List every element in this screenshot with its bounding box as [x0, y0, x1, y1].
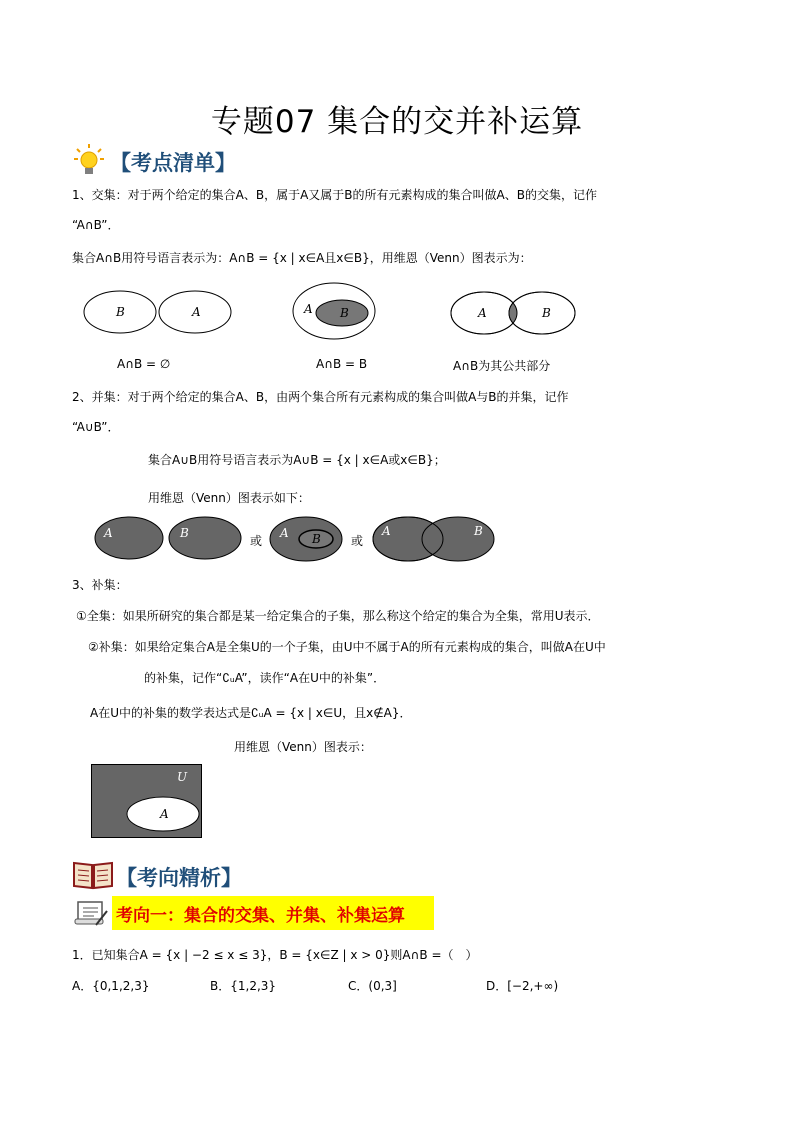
section-heading-analysis: 【考向精析】 — [116, 866, 242, 890]
venn-label-a: A — [478, 306, 487, 320]
venn-caption-common: A∩B为其公共部分 — [453, 359, 551, 373]
union-venn-overlap — [370, 515, 498, 563]
venn-label-b: B — [542, 306, 551, 320]
venn-label-a: A — [382, 524, 391, 538]
venn-label-a: A — [104, 526, 113, 540]
complement-venn-intro: 用维恩（Venn）图表示： — [234, 740, 372, 754]
option-c: C．(0,3] — [348, 979, 397, 993]
page-title: 专题07 集合的交并补运算 — [210, 104, 584, 140]
universal-set-def: ①全集：如果所研究的集合都是某一给定集合的子集，那么称这个给定的集合为全集，常用U表示． — [76, 609, 600, 623]
option-d: D．[−2,+∞) — [486, 979, 559, 993]
union-venn-disjoint — [93, 515, 245, 561]
section-heading-checklist: 【考点清单】 — [110, 151, 236, 175]
option-a: A．{0,1,2,3} — [72, 979, 150, 993]
venn-label-a: A — [304, 302, 313, 316]
complement-heading: 3、补集： — [72, 578, 128, 592]
topic-label: 考向一：集合的交集、并集、补集运算 — [116, 906, 405, 926]
venn-label-b: B — [340, 306, 349, 320]
or-text: 或 — [250, 534, 263, 548]
question-stem: 1．已知集合A = {x | −2 ≤ x ≤ 3}，B = {x∈Z | x > 0}则A∩B =（ ） — [72, 948, 478, 962]
venn-label-a: A — [192, 305, 201, 319]
venn-label-b: B — [180, 526, 189, 540]
venn-label-a: A — [160, 807, 169, 821]
intersection-def-line2: “A∩B”． — [72, 218, 120, 232]
intersection-symbol-line: 集合A∩B用符号语言表示为：A∩B = {x | x∈A且x∈B}，用维恩（Venn）图表示为： — [72, 251, 532, 265]
intersection-def-line1: 1、交集：对于两个给定的集合A、B，属于A又属于B的所有元素构成的集合叫做A、B的交集，记作 — [72, 188, 597, 202]
venn-disjoint-diagram — [80, 285, 240, 339]
lightbulb-icon — [74, 143, 104, 177]
complement-expression: A在U中的补集的数学表达式是∁ᵤA = {x | x∈U，且x∉A}． — [90, 706, 412, 720]
scroll-icon — [74, 899, 108, 927]
venn-caption-empty: A∩B = ∅ — [117, 357, 171, 371]
venn-label-u: U — [177, 770, 188, 784]
venn-label-b: B — [116, 305, 125, 319]
union-def-line2: “A∪B”． — [72, 420, 120, 434]
complement-def-line1: ②补集：如果给定集合A是全集U的一个子集，由U中不属于A的所有元素构成的集合，叫做A在U中 — [88, 640, 606, 654]
venn-caption-subset: A∩B = B — [316, 357, 368, 371]
venn-label-b: B — [312, 532, 321, 546]
venn-label-a: A — [280, 526, 289, 540]
venn-label-b: B — [474, 524, 483, 538]
or-text: 或 — [351, 534, 364, 548]
union-venn-intro: 用维恩（Venn）图表示如下： — [148, 491, 310, 505]
option-b: B．{1,2,3} — [210, 979, 277, 993]
open-book-icon — [72, 858, 114, 890]
topic-banner — [112, 896, 434, 930]
venn-overlap-diagram — [448, 288, 580, 338]
union-symbol-line: 集合A∪B用符号语言表示为A∪B = {x | x∈A或x∈B}； — [148, 453, 446, 467]
complement-def-line2: 的补集，记作“∁ᵤA”，读作“A在U中的补集”． — [144, 671, 386, 685]
union-def-line1: 2、并集：对于两个给定的集合A、B，由两个集合所有元素构成的集合叫做A与B的并集，记作 — [72, 390, 569, 404]
